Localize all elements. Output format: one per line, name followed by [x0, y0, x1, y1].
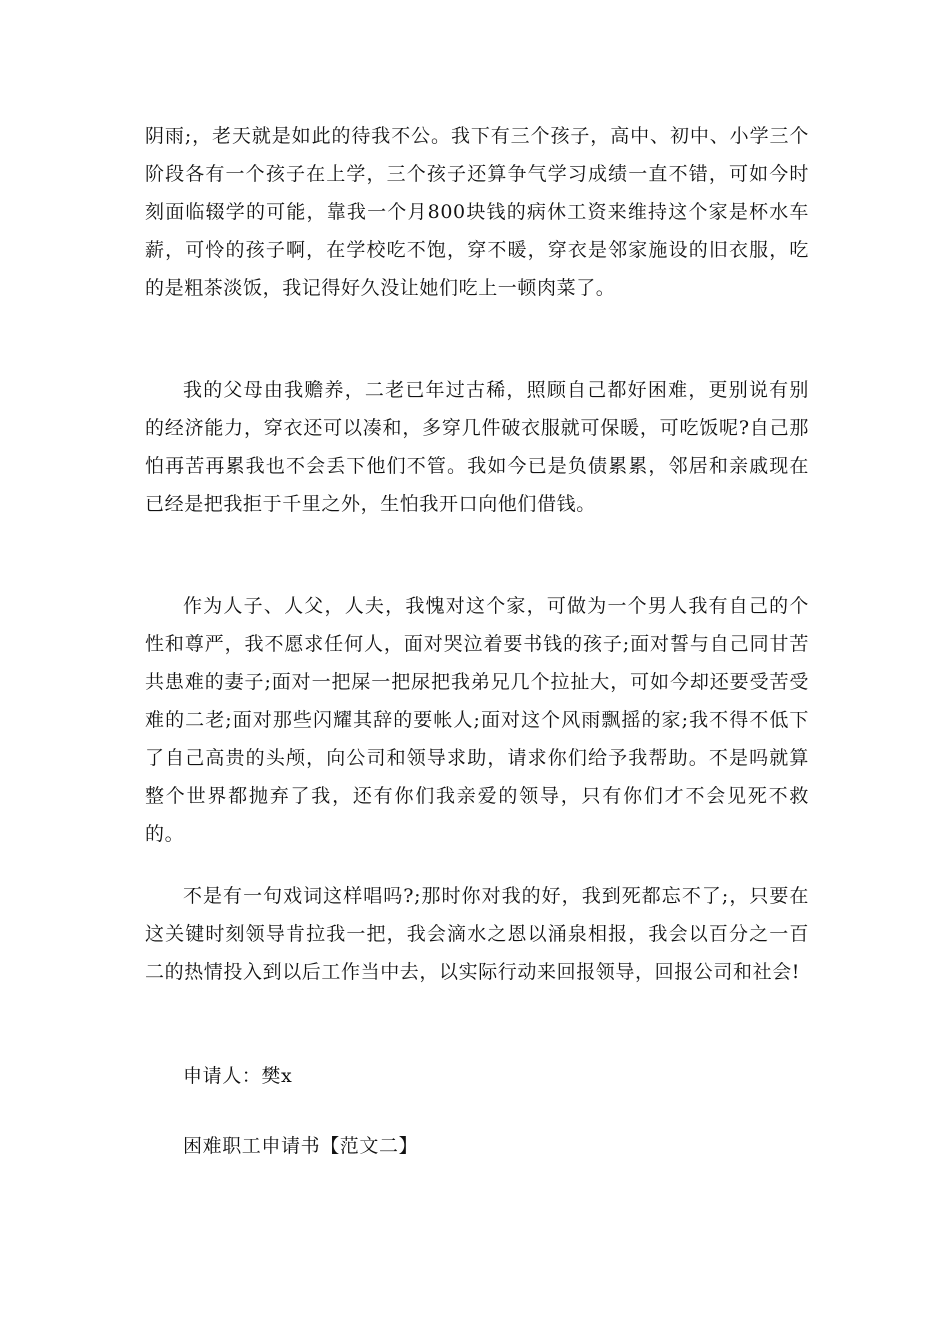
paragraph-2: 我的父母由我赡养，二老已年过古稀，照顾自己都好困难，更别说有别的经济能力，穿衣还可以凑和，多穿几件破衣服就可保暖，可吃饭呢?自己那怕再苦再累我也不会丢下他们不管。我如今已是负债累累，邻居和亲戚现在已经是把我拒于千里之外，生怕我开口向他们借钱。	[145, 379, 809, 515]
paragraph-4: 不是有一句戏词这样唱吗?;那时你对我的好，我到死都忘不了;，只要在这关键时刻领导肯拉我一把，我会滴水之恩以涌泉相报，我会以百分之一百二的热情投入到以后工作当中去，以实际行动来回报领导，回报公司和社会!	[145, 885, 809, 983]
next-section-heading: 困难职工申请书【范文二】	[183, 1135, 419, 1157]
signer-line: 申请人：樊x	[183, 1065, 293, 1087]
paragraph-3: 作为人子、人父，人夫，我愧对这个家，可做为一个男人我有自己的个性和尊严，我不愿求任何人，面对哭泣着要书钱的孩子;面对誓与自己同甘苦共患难的妻子;面对一把屎一把尿把我弟兄几个拉扯大，可如今却还要受苦受难的二老;面对那些闪耀其辞的要帐人;面对这个风雨飘摇的家;我不得不低下了自己高贵的头颅，向公司和领导求助，请求你们给予我帮助。不是吗就算整个世界都抛弃了我，还有你们我亲爱的领导，只有你们才不会见死不救的。	[145, 595, 809, 845]
paragraph-1: 阴雨;，老天就是如此的待我不公。我下有三个孩子，高中、初中、小学三个阶段各有一个孩子在上学，三个孩子还算争气学习成绩一直不错，可如今时刻面临辍学的可能，靠我一个月800块钱的病休工资来维持这个家是杯水车薪，可怜的孩子啊，在学校吃不饱，穿不暖，穿衣是邻家施设的旧衣服，吃的是粗茶淡饭，我记得好久没让她们吃上一顿肉菜了。	[145, 125, 809, 299]
